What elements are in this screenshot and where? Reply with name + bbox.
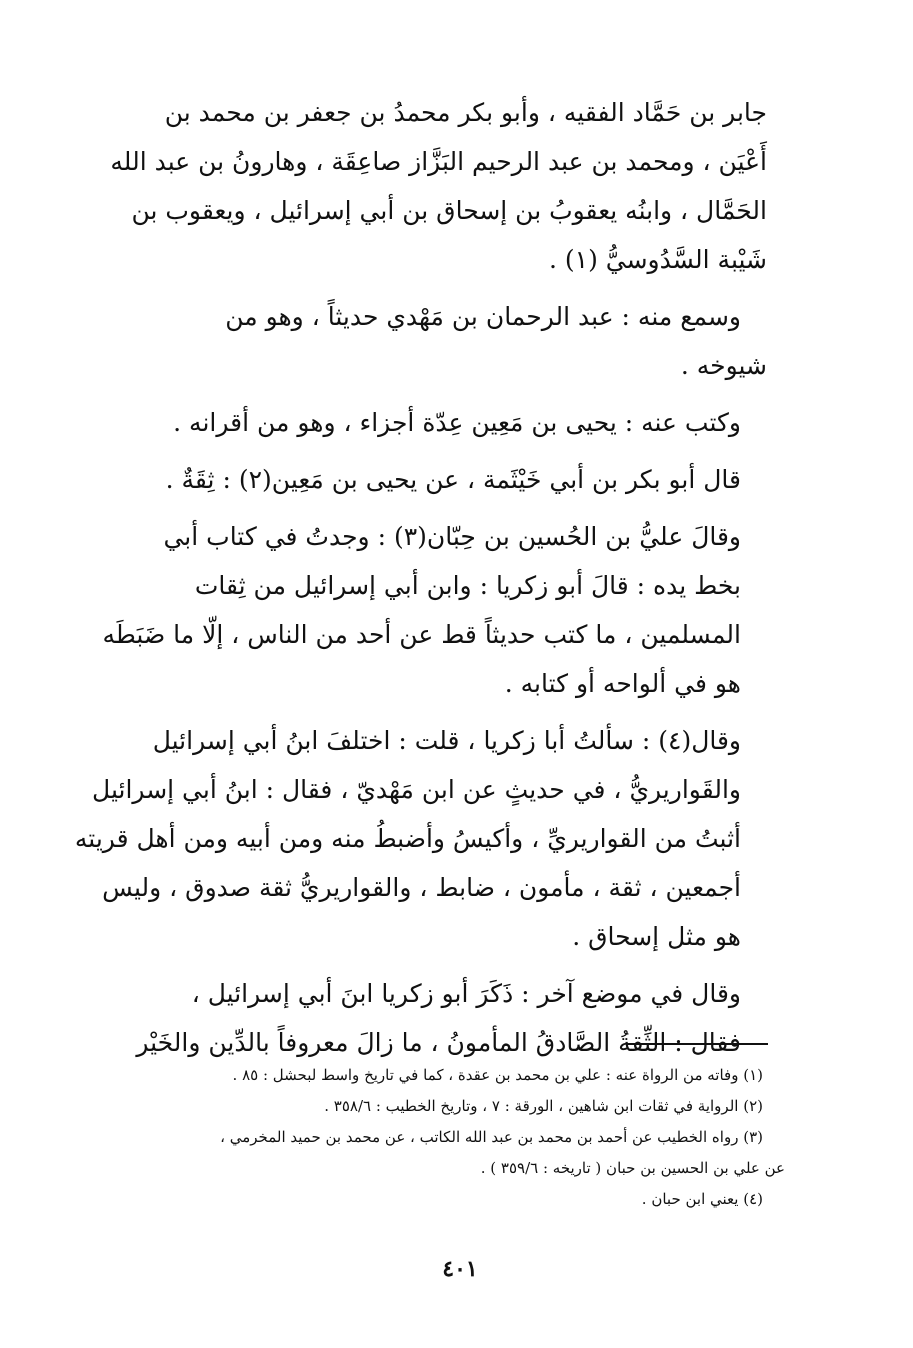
footnote-3: (٣) رواه الخطيب عن أحمد بن محمد بن عبد الله الكاتب ، عن محمد بن حميد المخرمي ، (220, 1128, 763, 1146)
text-line: هو في ألواحه أو كتابه . (504, 669, 741, 698)
paragraph-4 (145, 455, 767, 504)
paragraph-6 (74, 716, 767, 961)
text-line: وسمع منه : عبد الرحمان بن مَهْدي حديثاً ، وهو من (225, 302, 741, 331)
page-number: ٤٠١ (442, 1256, 478, 1282)
text-line: الحَمَّال ، وابنُه يعقوبُ بن إسحاق بن أبي إسرائيل ، ويعقوب بن (131, 196, 767, 225)
footnote-2: (٢) الرواية في ثقات ابن شاهين ، الورقة : ٧ ، وتاريخ الخطيب : ٣٥٨/٦ . (324, 1097, 763, 1115)
text-line: أجمعين ، ثقة ، مأمون ، ضابط ، والقواريريُّ ثقة صدوق ، وليس (102, 873, 741, 902)
text-line: شيوخه . (680, 351, 767, 380)
footnotes (145, 1060, 785, 1215)
text-line: بخط يده : قالَ أبو زكريا : وابن أبي إسرائيل من ثِقات (194, 571, 741, 600)
text-line: شَيْبة السَّدُوسيُّ (١) . (548, 245, 767, 274)
text-line: فقال : الثِّقةُ الصَّادقُ المأمونُ ، ما زالَ معروفاً بالدِّين والخَيْر (136, 1028, 741, 1057)
footnote-divider (626, 1043, 768, 1045)
text-line: والقَواريريُّ ، في حديثٍ عن ابن مَهْديّ ، فقال : ابنُ أبي إسرائيل (92, 775, 741, 804)
text-line: جابر بن حَمَّاد الفقيه ، وأبو بكر محمدُ بن جعفر بن محمد بن (164, 98, 767, 127)
text-line: أَعْيَن ، ومحمد بن عبد الرحيم البَزَّاز صاعِقَة ، وهارونُ بن عبد الله (110, 147, 767, 176)
text-line: هو مثل إسحاق . (572, 922, 741, 951)
paragraph-7 (136, 969, 767, 1067)
paragraph-3 (145, 398, 767, 447)
text-line: أثبتُ من القواريريِّ ، وأكيسُ وأضبطُ منه ومن أبيه ومن أهل قريته (74, 824, 741, 853)
footnote-4: (٤) يعني ابن حبان . (641, 1190, 763, 1208)
main-text-body (74, 88, 767, 1075)
text-line: وقال في موضع آخر : ذَكَرَ أبو زكريا ابنَ أبي إسرائيل ، (191, 979, 741, 1008)
paragraph-5 (102, 512, 767, 708)
text-line: المسلمين ، ما كتب حديثاً قط عن أحد من الناس ، إلّا ما ضَبَطَه (102, 620, 741, 649)
footnote-3-continuation: عن علي بن الحسين بن حبان ( تاريخه : ٣٥٩/٦ ) . (480, 1159, 785, 1177)
text-line: قال أبو بكر بن أبي خَيْثَمة ، عن يحيى بن مَعِين(٢) : ثِقَةٌ . (165, 465, 741, 494)
paragraph-1 (110, 88, 767, 284)
paragraph-2 (145, 292, 767, 390)
text-line: وقال(٤) : سألتُ أبا زكريا ، قلت : اختلفَ ابنُ أبي إسرائيل (152, 726, 741, 755)
text-line: وقالَ عليُّ بن الحُسين بن حِبّان(٣) : وجدتُ في كتاب أبي (163, 522, 741, 551)
text-line: وكتب عنه : يحيى بن مَعِين عِدّة أجزاء ، وهو من أقرانه . (173, 408, 741, 437)
footnote-1: (١) وفاته من الرواة عنه : علي بن محمد بن عقدة ، كما في تاريخ واسط لبحشل : ٨٥ . (232, 1066, 763, 1084)
